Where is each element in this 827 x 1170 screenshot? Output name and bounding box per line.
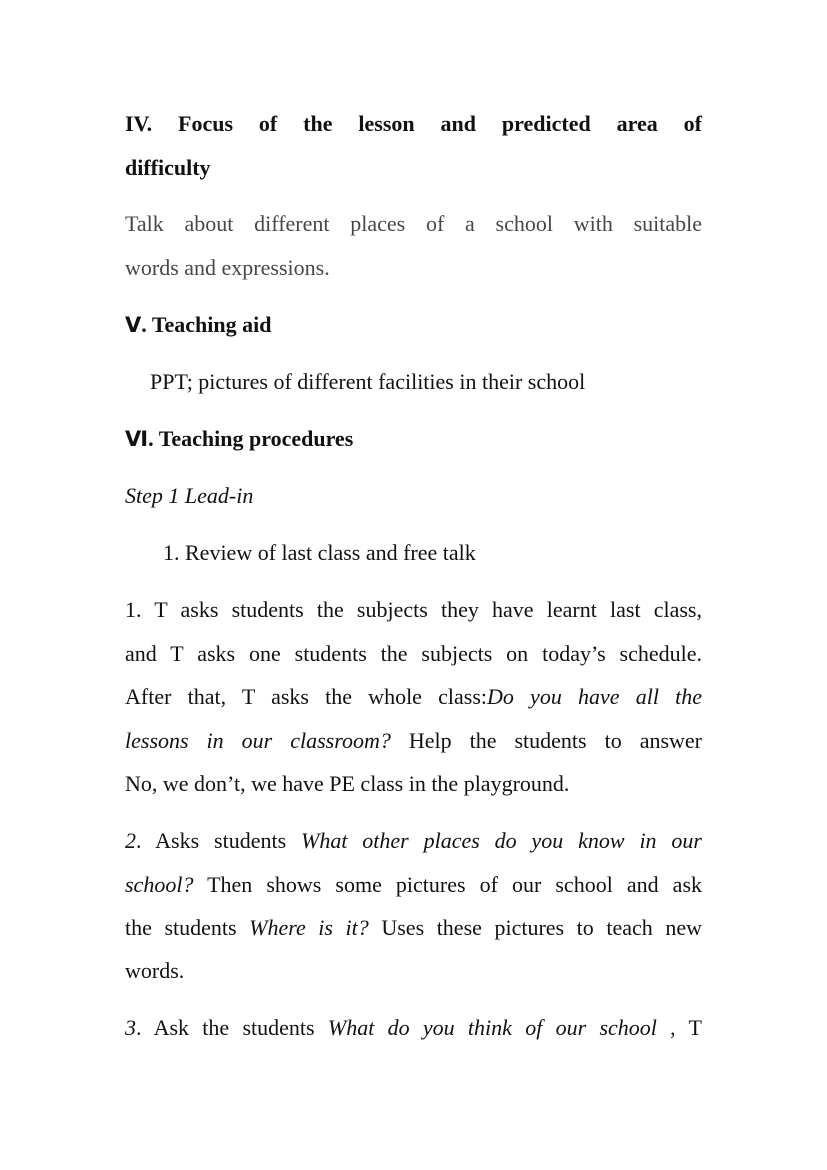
item-3-question: What do you think of our school [327,1015,657,1040]
roman-numeral-6: Ⅵ [125,427,149,451]
section-5-body: PPT; pictures of different facilities in their school [150,369,586,394]
item-2-question-1-part-1: What other places do you know in our [301,828,702,853]
item-2-line-3-tail: Uses these pictures to teach new [368,915,702,940]
step-title: Step 1 Lead-in [125,483,254,508]
item-2-line-1-text: . Asks students [136,828,301,853]
item-1-question-part-2: lessons in our classroom? [125,728,391,753]
roman-numeral-5: Ⅴ [125,313,142,337]
section-4-heading-line-1: IV. Focus of the lesson and predicted area of [125,111,702,136]
section-5-heading [125,312,271,338]
sub-item-review: 1. Review of last class and free talk [163,540,476,565]
item-3-line-1 [125,1015,702,1041]
item-3-line-1-tail: , T [656,1015,702,1040]
item-1-line-4 [125,728,702,754]
item-1-line-2: and T asks one students the subjects on today’s schedule. [125,641,702,666]
section-4-body-line-1: Talk about different places of a school with suitable [125,211,702,236]
item-1-line-5: No, we don’t, we have PE class in the playground. [125,771,570,796]
section-6-heading-text: . Teaching procedures [148,426,354,451]
item-3-line-1-text: . Ask the students [136,1015,328,1040]
item-2-question-1-part-2: school? [125,872,194,897]
item-1-line-4-text: Help the students to answer [390,728,703,753]
section-4-body-line-2: words and expressions. [125,255,330,280]
item-1-line-1: 1. T asks students the subjects they have learnt last class, [125,597,702,622]
item-2-line-3-text: the students [125,915,250,940]
item-2-question-2: Where is it? [249,915,369,940]
section-6-heading [125,426,353,452]
item-2-line-3 [125,915,702,941]
item-2-line-4: words. [125,958,185,983]
item-2-line-1 [125,828,702,854]
item-1-line-3 [125,684,702,710]
section-5-heading-text: . Teaching aid [141,312,272,337]
item-1-line-3-text: After that, T asks the whole class: [125,684,487,709]
item-2-line-2-text: Then shows some pictures of our school and ask [193,872,702,897]
item-3-number: 3 [125,1015,136,1040]
item-2-number: 2 [125,828,136,853]
item-1-question-part-1: Do you have all the [487,684,702,709]
section-4-heading-line-2: difficulty [125,155,211,180]
item-2-line-2 [125,872,702,898]
